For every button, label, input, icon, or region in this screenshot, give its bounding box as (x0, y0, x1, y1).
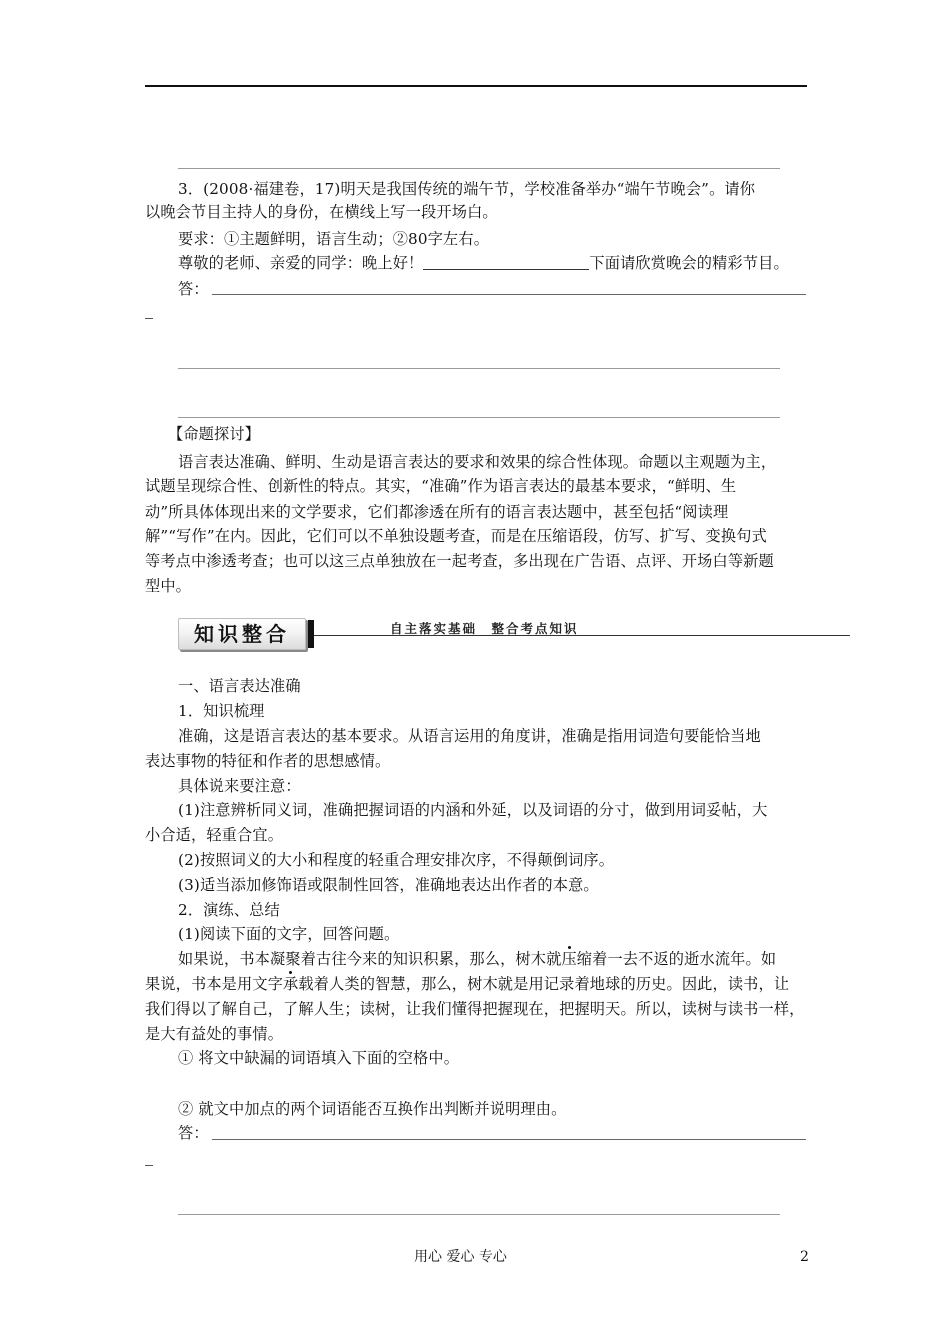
passage-text: 载着人类的智慧，那么，树木就是用记录着地球的历史。因此，读书，让 (298, 975, 790, 993)
passage-line: 我们得以了解自己，了解人生；读树，让我们懂得把握现在，把握明天。所以，读树与读书一样， (145, 1000, 805, 1018)
passage-line (178, 950, 776, 969)
section-title: 一、语言表达准确 (178, 677, 301, 695)
discussion-line: 解”“写作”在内。因此，它们可以不单独设题考查，而是在压缩语段，仿写、扩写、变换句式 (145, 527, 767, 545)
answer-line (212, 1139, 806, 1140)
line-stub (145, 1165, 153, 1166)
dotted-word: 承 (283, 975, 299, 993)
question-3-line-1: 3．(2008·福建卷，17)明天是我国传统的端午节，学校准备举办“端午节晚会”。请你 (178, 180, 756, 198)
list-item: (2)按照词义的大小和程度的轻重合理安排次序，不得颠倒词序。 (178, 851, 615, 869)
footer-text: 用心 爱心 专心 (414, 1249, 507, 1265)
discussion-line: 语言表达准确、鲜明、生动是语言表达的要求和效果的综合性体现。命题以主观题为主， (178, 453, 777, 471)
answer-line (178, 1214, 780, 1215)
discussion-line: 型中。 (145, 577, 192, 595)
section-banner (178, 618, 850, 648)
paragraph-line: 准确，这是语言表达的基本要求。从语言运用的角度讲，准确是指用词造句要能恰当地 (178, 727, 761, 745)
passage-text: 果说，书本是用文字 (145, 975, 284, 993)
question-1: ① 将文中缺漏的词语填入下面的空格中。 (178, 1049, 460, 1067)
question-3-requirement: 要求：①主题鲜明，语言生动；②80字左右。 (178, 230, 490, 248)
passage-text: 缩着一去不返的逝水流年。如 (576, 950, 777, 968)
list-item: (1)注意辨析同义词，准确把握词语的内涵和外延，以及词语的分寸，做到用词妥帖，大 (178, 801, 768, 819)
banner-bar (308, 620, 314, 648)
fill-blank (423, 254, 589, 270)
question-3-greeting (178, 254, 789, 273)
dotted-word: 压 (561, 950, 577, 968)
answer-line (178, 368, 780, 369)
passage-line (145, 975, 789, 994)
reading-instruction: (1)阅读下面的文字，回答问题。 (178, 925, 400, 943)
discussion-line: 等考点中渗透考查；也可以这三点单独放在一起考查，多出现在广告语、点评、开场白等新题 (145, 552, 774, 570)
answer-line (212, 294, 806, 295)
line-stub (145, 318, 153, 319)
greeting-text: 尊敬的老师、亲爱的同学：晚上好！ (178, 254, 424, 272)
list-item: 小合适，轻重合宜。 (145, 826, 284, 844)
question-2: ② 就文中加点的两个词语能否互换作出判断并说明理由。 (178, 1100, 567, 1118)
answer-label: 答： (178, 1124, 209, 1142)
banner-subtitle: 自主落实基础 整合考点知识 (390, 621, 579, 636)
discussion-heading: 【命题探讨】 (168, 425, 261, 443)
discussion-line: 试题呈现综合性、创新性的特点。其实，“准确”作为语言表达的最基本要求，“鲜明、生 (145, 477, 737, 495)
passage-text: 如果说，书本凝聚着古往今来的知识积累，那么，树木就 (178, 950, 562, 968)
greeting-tail: 下面请欣赏晚会的精彩节目。 (589, 254, 789, 272)
banner-title-box (178, 618, 306, 650)
header-rule (145, 85, 807, 87)
answer-line (178, 417, 780, 418)
answer-label: 答： (178, 280, 209, 298)
passage-line: 是大有益处的事情。 (145, 1025, 284, 1043)
question-3-line-2: 以晚会节目主持人的身份，在横线上写一段开场白。 (145, 203, 498, 221)
subsection-title: 1．知识梳理 (178, 702, 265, 720)
banner-title: 知识整合 (194, 622, 290, 646)
paragraph-line: 表达事物的特征和作者的思想感情。 (145, 752, 391, 770)
discussion-line: 动”所具体体现出来的文学要求，它们都渗透在所有的语言表达题中，甚至包括“阅读理 (145, 503, 729, 521)
paragraph-line: 具体说来要注意： (178, 777, 301, 795)
list-item: (3)适当添加修饰语或限制性回答，准确地表达出作者的本意。 (178, 876, 599, 894)
subsection-title: 2．演练、总结 (178, 901, 280, 919)
page-number: 2 (800, 1249, 809, 1265)
answer-line (178, 168, 780, 169)
